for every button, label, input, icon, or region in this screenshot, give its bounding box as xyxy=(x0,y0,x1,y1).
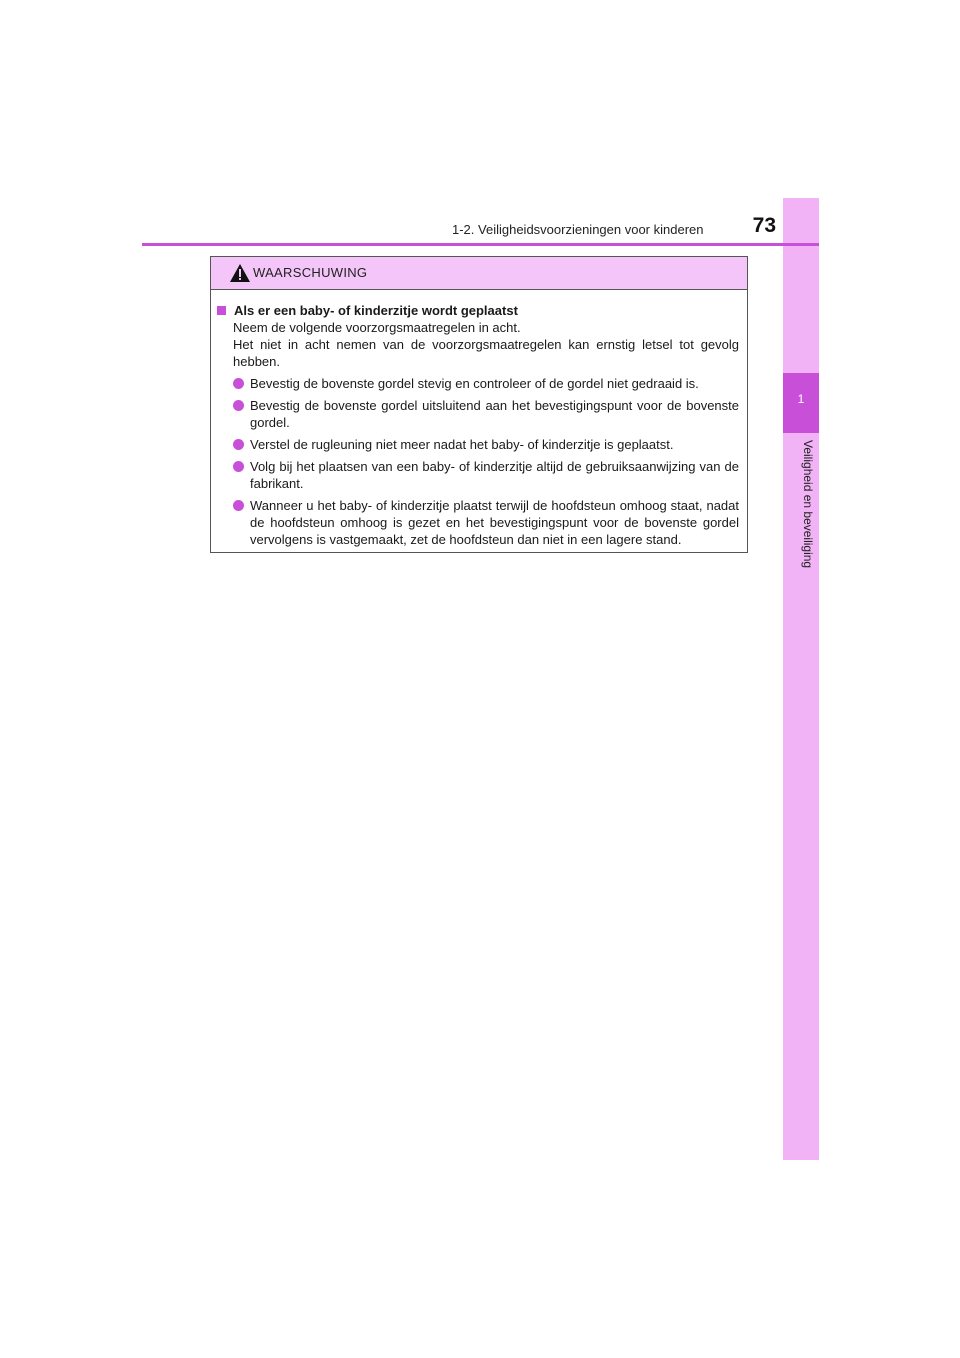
warning-heading xyxy=(217,302,739,319)
list-item: Wanneer u het baby- of kinderzitje plaatst terwijl de hoofdsteun omhoog staat, nadat de hoofdsteun omhoog is gezet en het bevestigingspunt voor de bovenste gordel vervolgens is vastgemaakt, zet de hoofdsteun dan niet in een lagere stand. xyxy=(233,497,739,548)
warning-title: WAARSCHUWING xyxy=(253,265,368,280)
bullet-dot-icon xyxy=(233,439,244,450)
chapter-side-tab xyxy=(783,198,819,1160)
list-item: Bevestig de bovenste gordel uitsluitend aan het bevestigingspunt voor de bovenste gordel. xyxy=(233,397,739,431)
warning-list xyxy=(217,375,739,548)
chapter-title: Veiligheid en beveiliging xyxy=(801,440,815,569)
bullet-dot-icon xyxy=(233,378,244,389)
square-bullet-icon xyxy=(217,306,226,315)
warning-intro-2: Het niet in acht nemen van de voorzorgsmaatregelen kan ernstig letsel tot gevolg hebben. xyxy=(233,337,739,369)
warning-intro-1: Neem de volgende voorzorgsmaatregelen in acht. xyxy=(233,320,521,335)
bullet-dot-icon xyxy=(233,461,244,472)
warning-heading-text: Als er een baby- of kinderzitje wordt geplaatst xyxy=(234,303,518,318)
header-divider xyxy=(142,243,819,246)
section-title: 1-2. Veiligheidsvoorzieningen voor kinderen xyxy=(452,222,704,237)
bullet-dot-icon xyxy=(233,500,244,511)
page-number: 73 xyxy=(752,214,776,237)
bullet-dot-icon xyxy=(233,400,244,411)
list-item: Verstel de rugleuning niet meer nadat het baby- of kinderzitje is geplaatst. xyxy=(233,436,739,453)
list-item: Bevestig de bovenste gordel stevig en controleer of de gordel niet gedraaid is. xyxy=(233,375,739,392)
warning-header xyxy=(211,257,747,290)
chapter-number: 1 xyxy=(797,392,805,406)
warning-triangle-icon xyxy=(229,263,251,283)
warning-body xyxy=(211,290,747,548)
list-item: Volg bij het plaatsen van een baby- of kinderzitje altijd de gebruiksaanwijzing van de fabrikant. xyxy=(233,458,739,492)
warning-box xyxy=(210,256,748,553)
